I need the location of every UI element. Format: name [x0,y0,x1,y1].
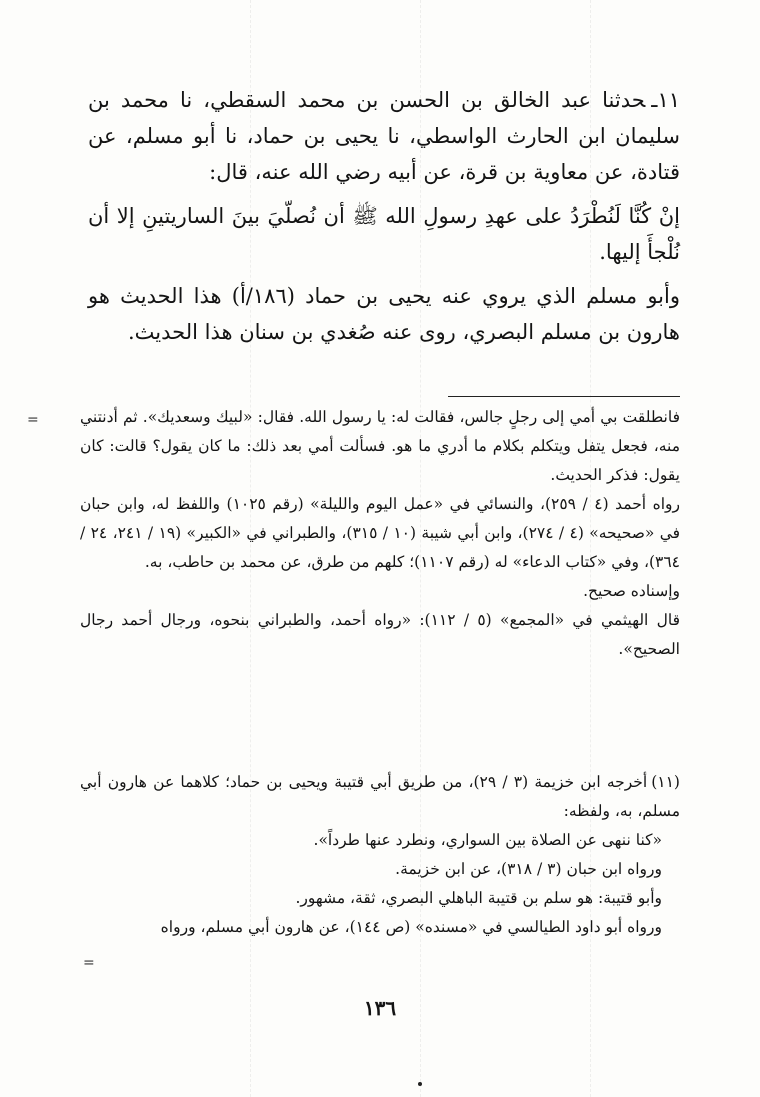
footnote-line: فانطلقت بي أمي إلى رجلٍ جالس، فقالت له: يا رسول الله. فقال: «لبيك وسعديك». ثم أدنتني منه، فجعل يتفل ويتكلم بكلام ما أدري ما هو. فسألت أمي بعد ذلك: ما كان يقول؟ قالت: كان يقول: فذكر الحديث. [80,408,680,484]
footnote-line: رواه أحمد (٤ / ٢٥٩)، والنسائي في «عمل اليوم والليلة» (رقم ١٠٢٥) واللفظ له، وابن حبان في «صحيحه» (٤ / ٢٧٤)، وابن أبي شيبة (١٠ / ٣١٥)، والطبراني في «الكبير» (١٩ / ٢٤١، ٢٤ / ٣٦٤)، وفي «كتاب الدعاء» له (رقم ١١٠٧)؛ كلهم من طرق، عن محمد بن حاطب، به. [80,495,681,571]
author-comment: وأبو مسلم الذي يروي عنه يحيى بن حماد (١٨٦/أ) هذا الحديث هو هارون بن مسلم البصري، روى عنه صُغدي بن سنان هذا الحديث. [88,284,680,344]
footnote-line: قال الهيثمي في «المجمع» (٥ / ١١٢): «رواه أحمد، والطبراني بنحوه، ورجال أحمد رجال الصحيح». [80,611,681,658]
scan-speck [418,1082,422,1086]
footnote-continuation [80,403,680,664]
hadith-paragraph [88,82,680,190]
footnote-line: ورواه أبو داود الطيالسي في «مسنده» (ص ١٤٤)، عن هارون أبي مسلم، ورواه [160,918,662,936]
page-number: ١٣٦ [363,996,397,1020]
footnote-number: (١١) [651,773,680,791]
main-text [88,82,680,358]
continuation-mark: = [83,955,95,971]
hadith-number: ١١ـ [651,88,680,112]
footnote-11 [80,768,680,942]
footnote-line: (١١)أخرجه ابن خزيمة (٣ / ٢٩)، من طريق أبي قتيبة ويحيى بن حماد؛ كلاهما عن هارون أبي مسلم، به، ولفظه: [80,773,680,820]
hadith-isnad: حدثنا عبد الخالق بن الحسن بن محمد السقطي، نا محمد بن سليمان ابن الحارث الواسطي، نا يحيى بن حماد، نا أبو مسلم، عن قتادة، عن معاوية بن قرة، عن أبيه رضي الله عنه، قال: [88,88,680,184]
footnote-line: وإسناده صحيح. [583,582,680,600]
footnote-line: ورواه ابن حبان (٣ / ٣١٨)، عن ابن خزيمة. [395,860,662,878]
footnote-line: «كنا ننهى عن الصلاة بين السواري، ونطرد عنها طرداً». [313,831,662,849]
hadith-matn: إنْ كُنَّا لَنُطْرَدُ على عهدِ رسولِ الله ﷺ أن نُصلّيَ بينَ الساريتينِ إلا أن نُلْجأَ إليها. [88,204,680,264]
footnote-line: وأبو قتيبة: هو سلم بن قتيبة الباهلي البصري، ثقة، مشهور. [295,889,662,907]
continuation-mark: = [27,412,39,428]
footnote-separator [448,396,680,397]
